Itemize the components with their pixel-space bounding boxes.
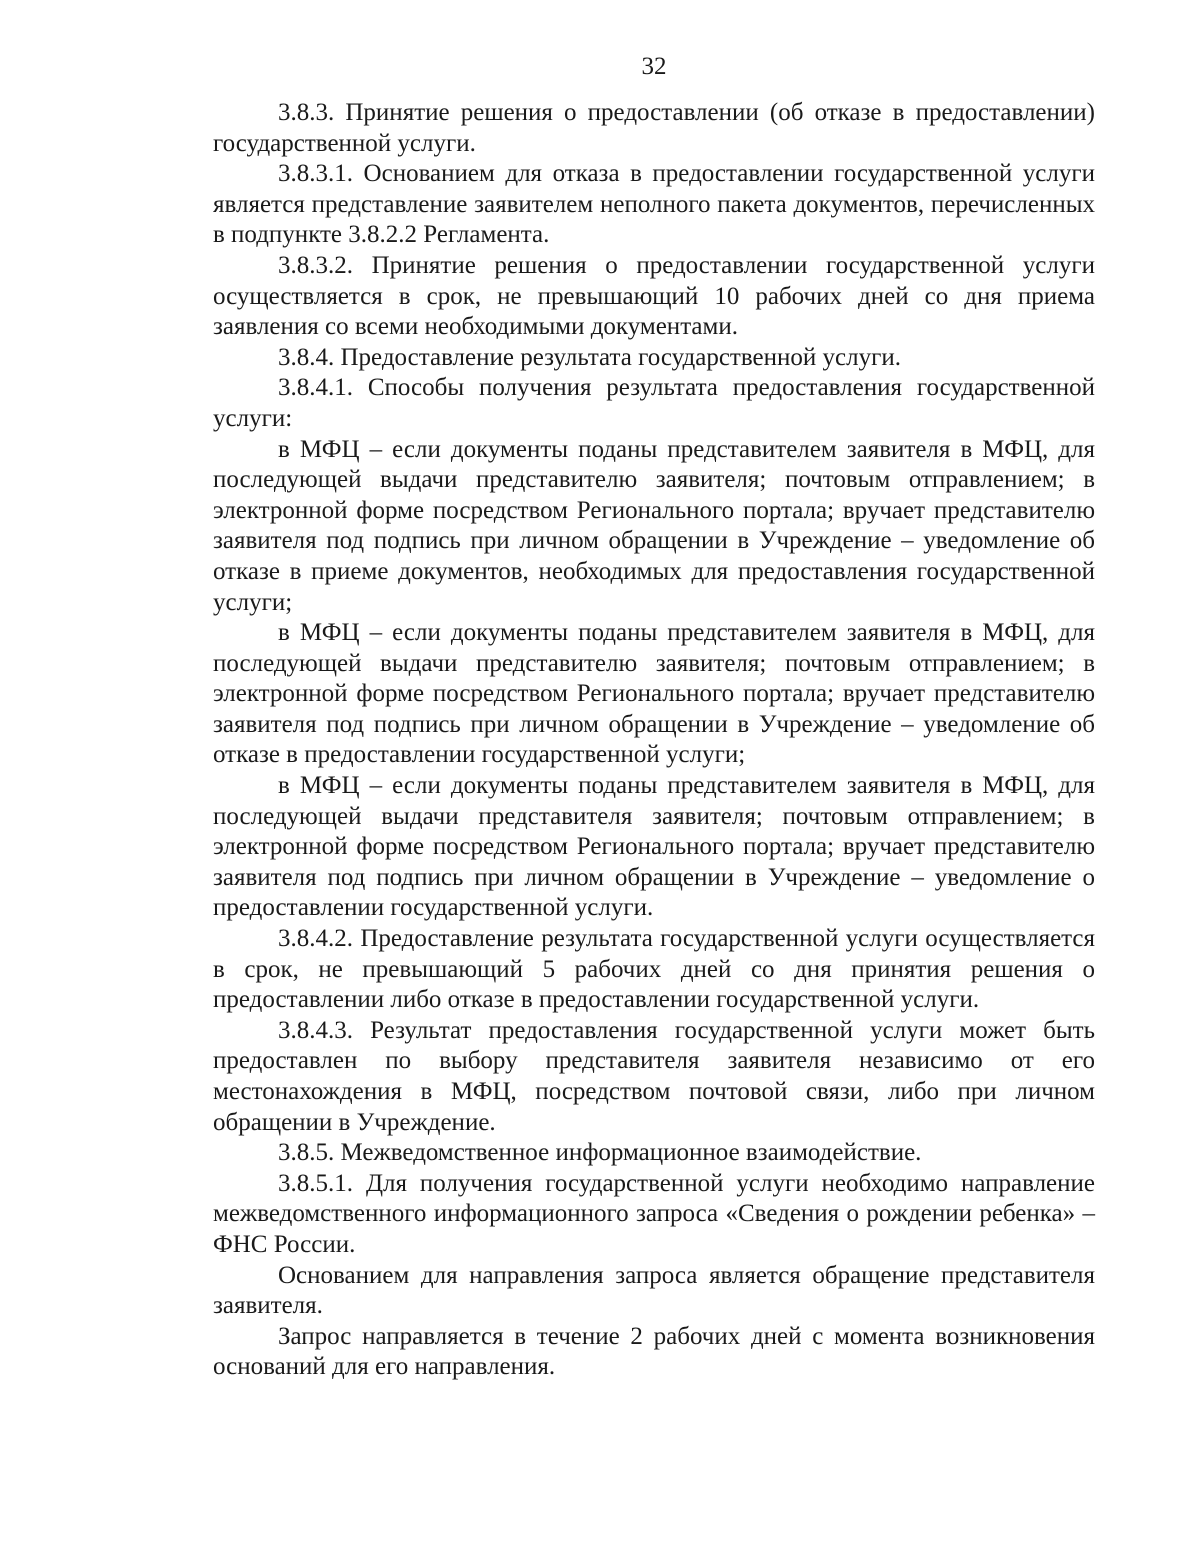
page-number: 32 <box>641 53 667 80</box>
paragraph-3-8-3-2: 3.8.3.2. Принятие решения о предоставлении государственной услуги осуществляется в срок, не превышающий 10 рабочих дней со дня приема заявления со всеми необходимыми документами. <box>213 251 1095 341</box>
paragraph-3-8-3-1: 3.8.3.1. Основанием для отказа в предоставлении государственной услуги является представление заявителем неполного пакета документов, перечисленных в подпункте 3.8.2.2 Регламента. <box>213 160 1095 249</box>
paragraph-mfc-provision: в МФЦ – если документы поданы представителем заявителя в МФЦ, для последующей выдачи представителя заявителя; почтовым отправлением; в электронной форме посредством Регионального портала; вручает представителю заявителя под подпись при личном обращении в Учреждение – уведомление о предоставлении государственной услуги. <box>213 772 1095 922</box>
paragraph-3-8-4-1: 3.8.4.1. Способы получения результата предоставления государственной услуги: <box>213 374 1095 432</box>
paragraph-3-8-4: 3.8.4. Предоставление результата государственной услуги. <box>278 343 901 371</box>
paragraph-3-8-4-3: 3.8.4.3. Результат предоставления государственной услуги может быть предоставлен по выбору представителя заявителя независимо от его местонахождения в МФЦ, посредством почтовой связи, либо при личном обращении в Учреждение. <box>213 1016 1095 1136</box>
paragraph-3-8-4-2: 3.8.4.2. Предоставление результата государственной услуги осуществляется в срок, не превышающий 5 рабочих дней со дня принятия решения о предоставлении либо отказе в предоставлении государственной услуги. <box>213 925 1095 1014</box>
paragraph-3-8-3: 3.8.3. Принятие решения о предоставлении (об отказе в предоставлении) государственной услуги. <box>213 99 1095 157</box>
paragraph-request-basis: Основанием для направления запроса является обращение представителя заявителя. <box>213 1261 1095 1320</box>
paragraph-3-8-5-1: 3.8.5.1. Для получения государственной услуги необходимо направление межведомственного информационного запроса «Сведения о рождении ребенка» – ФНС России. <box>213 1169 1095 1258</box>
paragraph-mfc-refusal-acceptance: в МФЦ – если документы поданы представителем заявителя в МФЦ, для последующей выдачи представителю заявителя; почтовым отправлением; в электронной форме посредством Регионального портала; вручает представителю заявителя под подпись при личном обращении в Учреждение – уведомление об отказе в приеме документов, необходимых для предоставления государственной услуги; <box>213 435 1095 616</box>
paragraph-request-timing: Запрос направляется в течение 2 рабочих дней с момента возникновения оснований для его направления. <box>213 1322 1095 1381</box>
paragraph-3-8-5: 3.8.5. Межведомственное информационное взаимодействие. <box>278 1139 922 1167</box>
document-page <box>213 52 1095 1383</box>
paragraph-mfc-refusal-provision: в МФЦ – если документы поданы представителем заявителя в МФЦ, для последующей выдачи представителю заявителя; почтовым отправлением; в электронной форме посредством Регионального портала; вручает представителю заявителя под подпись при личном обращении в Учреждение – уведомление об отказе в предоставлении государственной услуги; <box>213 619 1095 769</box>
